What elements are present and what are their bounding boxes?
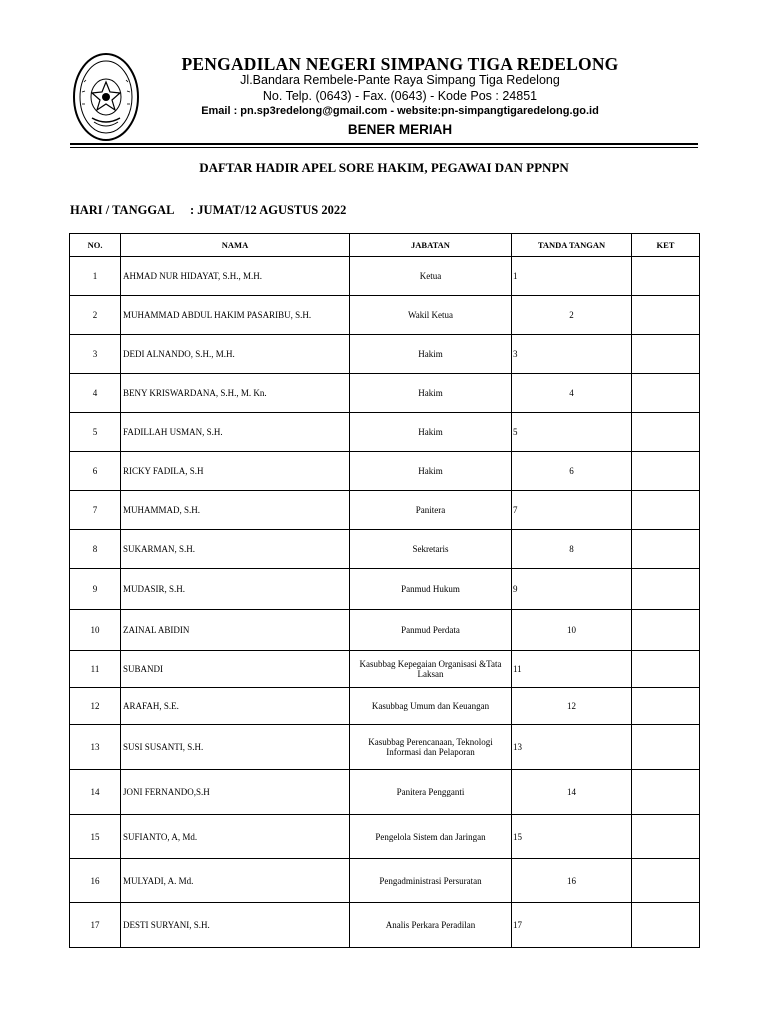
row-number: 14 [70, 770, 121, 815]
row-position: Pengadministrasi Persuratan [350, 859, 512, 903]
row-name: DESTI SURYANI, S.H. [121, 903, 350, 948]
table-row [70, 257, 700, 296]
row-number: 13 [70, 725, 121, 770]
institution-name: PENGADILAN NEGERI SIMPANG TIGA REDELONG [181, 54, 619, 74]
attendance-table [69, 233, 700, 948]
row-position: Sekretaris [350, 530, 512, 569]
row-name: MUDASIR, S.H. [121, 569, 350, 610]
day-date-label: HARI / TANGGAL [70, 203, 175, 217]
row-number: 3 [70, 335, 121, 374]
row-remarks [632, 374, 700, 413]
row-name: RICKY FADILA, S.H [121, 452, 350, 491]
row-name: SUFIANTO, A, Md. [121, 815, 350, 859]
row-number: 16 [70, 859, 121, 903]
row-remarks [632, 296, 700, 335]
row-signature: 4 [512, 374, 632, 413]
row-name: MULYADI, A. Md. [121, 859, 350, 903]
table-row [70, 725, 700, 770]
table-header-row [70, 234, 700, 257]
row-signature: 2 [512, 296, 632, 335]
row-remarks [632, 491, 700, 530]
row-position: Hakim [350, 335, 512, 374]
row-name: FADILLAH USMAN, S.H. [121, 413, 350, 452]
table-row [70, 296, 700, 335]
row-remarks [632, 651, 700, 688]
row-signature: 6 [512, 452, 632, 491]
row-position: Kasubbag Perencanaan, Teknologi Informasi dan Pelaporan [350, 725, 512, 770]
row-remarks [632, 335, 700, 374]
table-row [70, 815, 700, 859]
row-number: 7 [70, 491, 121, 530]
row-number: 15 [70, 815, 121, 859]
header-remarks: KET [632, 234, 700, 257]
row-signature: 9 [512, 569, 632, 610]
row-remarks [632, 413, 700, 452]
row-signature: 16 [512, 859, 632, 903]
row-name: JONI FERNANDO,S.H [121, 770, 350, 815]
row-number: 5 [70, 413, 121, 452]
row-signature: 7 [512, 491, 632, 530]
row-remarks [632, 770, 700, 815]
table-row [70, 610, 700, 651]
row-signature: 10 [512, 610, 632, 651]
row-number: 1 [70, 257, 121, 296]
row-signature: 15 [512, 815, 632, 859]
court-seal-icon [72, 52, 140, 142]
row-remarks [632, 725, 700, 770]
row-number: 8 [70, 530, 121, 569]
row-number: 4 [70, 374, 121, 413]
row-position: Wakil Ketua [350, 296, 512, 335]
table-row [70, 688, 700, 725]
row-signature: 1 [512, 257, 632, 296]
row-signature: 11 [512, 651, 632, 688]
row-remarks [632, 815, 700, 859]
row-signature: 17 [512, 903, 632, 948]
row-position: Pengelola Sistem dan Jaringan [350, 815, 512, 859]
row-signature: 5 [512, 413, 632, 452]
row-position: Hakim [350, 413, 512, 452]
row-number: 10 [70, 610, 121, 651]
row-signature: 8 [512, 530, 632, 569]
table-row [70, 770, 700, 815]
table-row [70, 413, 700, 452]
table-row [70, 903, 700, 948]
row-remarks [632, 452, 700, 491]
institution-address: Jl.Bandara Rembele-Pante Raya Simpang Tiga Redelong [240, 73, 560, 87]
row-position: Kasubbag Kepegaian Organisasi &Tata Laksan [350, 651, 512, 688]
header-signature: TANDA TANGAN [512, 234, 632, 257]
row-number: 2 [70, 296, 121, 335]
institution-email-website: Email : pn.sp3redelong@gmail.com - website:pn-simpangtigaredelong.go.id [201, 105, 599, 117]
row-position: Kasubbag Umum dan Keuangan [350, 688, 512, 725]
row-name: AHMAD NUR HIDAYAT, S.H., M.H. [121, 257, 350, 296]
institution-region: BENER MERIAH [347, 122, 453, 137]
row-name: MUHAMMAD, S.H. [121, 491, 350, 530]
row-remarks [632, 257, 700, 296]
row-number: 12 [70, 688, 121, 725]
table-row [70, 374, 700, 413]
table-row [70, 859, 700, 903]
row-position: Panmud Perdata [350, 610, 512, 651]
row-signature: 13 [512, 725, 632, 770]
row-remarks [632, 569, 700, 610]
row-remarks [632, 903, 700, 948]
row-position: Analis Perkara Peradilan [350, 903, 512, 948]
row-remarks [632, 688, 700, 725]
document-title: DAFTAR HADIR APEL SORE HAKIM, PEGAWAI DAN PPNPN [199, 160, 569, 175]
row-signature: 3 [512, 335, 632, 374]
row-number: 11 [70, 651, 121, 688]
row-number: 6 [70, 452, 121, 491]
row-name: DEDI ALNANDO, S.H., M.H. [121, 335, 350, 374]
row-signature: 14 [512, 770, 632, 815]
row-remarks [632, 610, 700, 651]
header-divider [70, 143, 698, 145]
row-name: ARAFAH, S.E. [121, 688, 350, 725]
header-divider-thin [70, 147, 698, 148]
row-name: ZAINAL ABIDIN [121, 610, 350, 651]
header-name: NAMA [121, 234, 350, 257]
table-row [70, 452, 700, 491]
row-name: SUKARMAN, S.H. [121, 530, 350, 569]
institution-contact: No. Telp. (0643) - Fax. (0643) - Kode Pos : 24851 [262, 89, 538, 103]
row-position: Panmud Hukum [350, 569, 512, 610]
table-row [70, 335, 700, 374]
table-row [70, 530, 700, 569]
table-row [70, 651, 700, 688]
row-number: 9 [70, 569, 121, 610]
table-row [70, 491, 700, 530]
row-name: SUSI SUSANTI, S.H. [121, 725, 350, 770]
row-position: Ketua [350, 257, 512, 296]
row-number: 17 [70, 903, 121, 948]
row-position: Panitera Pengganti [350, 770, 512, 815]
header-no: NO. [70, 234, 121, 257]
row-signature: 12 [512, 688, 632, 725]
row-remarks [632, 859, 700, 903]
table-row [70, 569, 700, 610]
header-position: JABATAN [350, 234, 512, 257]
row-name: MUHAMMAD ABDUL HAKIM PASARIBU, S.H. [121, 296, 350, 335]
row-name: SUBANDI [121, 651, 350, 688]
day-date-value: : JUMAT/12 AGUSTUS 2022 [190, 203, 347, 217]
row-position: Panitera [350, 491, 512, 530]
row-position: Hakim [350, 374, 512, 413]
row-name: BENY KRISWARDANA, S.H., M. Kn. [121, 374, 350, 413]
row-remarks [632, 530, 700, 569]
row-position: Hakim [350, 452, 512, 491]
